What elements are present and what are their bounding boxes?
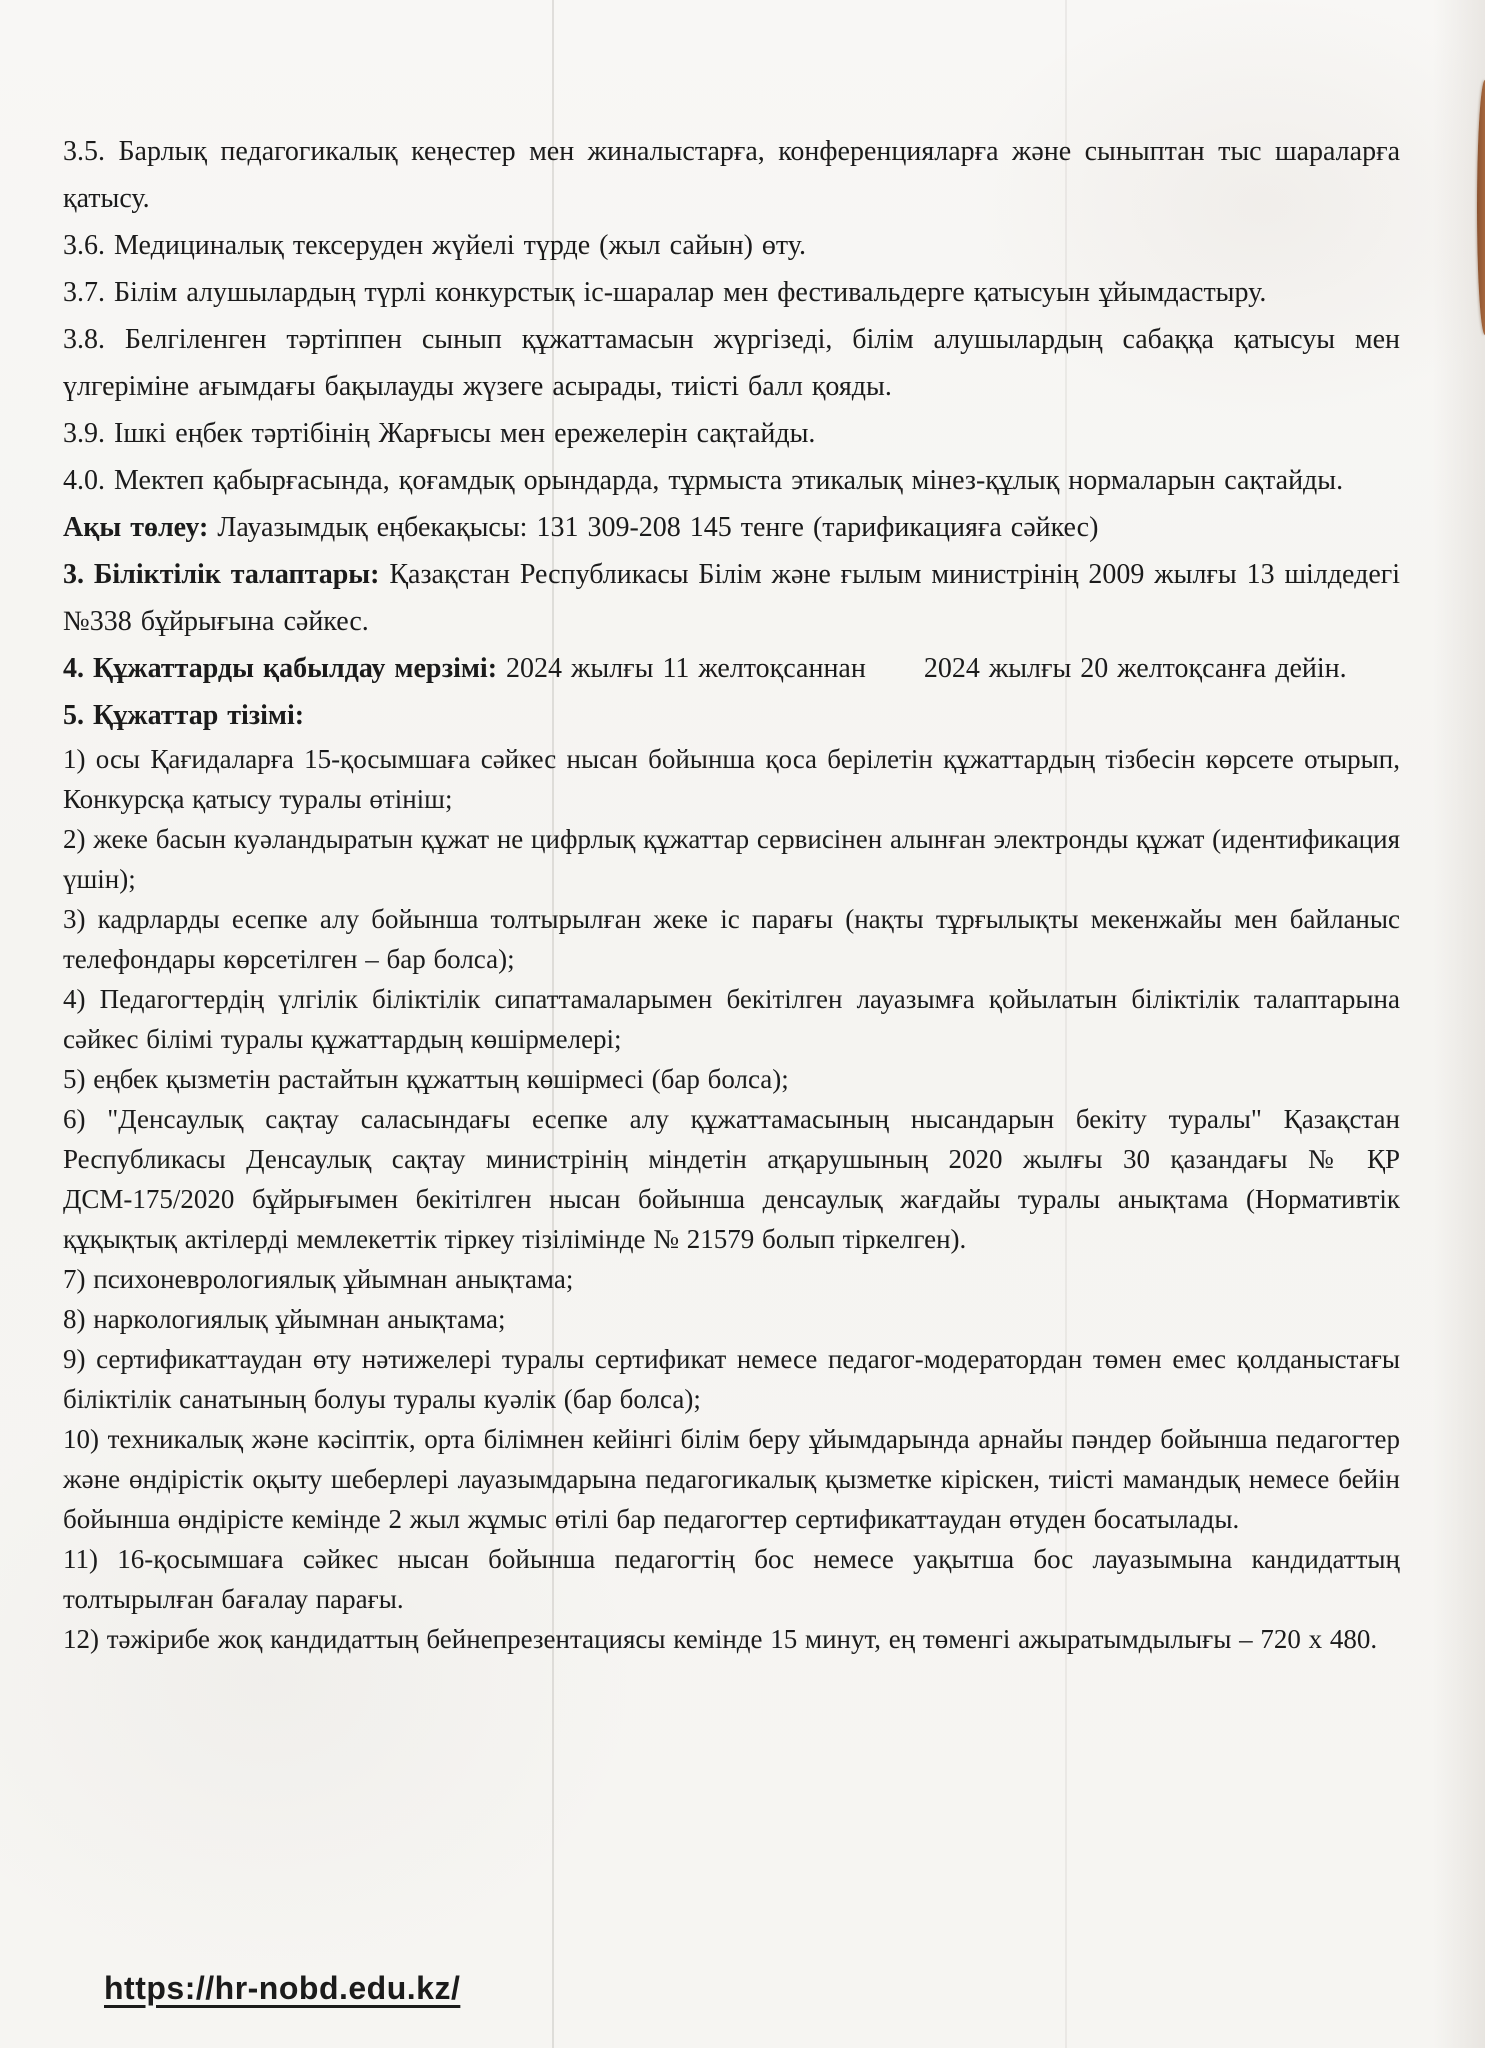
duty-item: 3.5. Барлық педагогикалық кеңестер мен жиналыстарға, конференцияларға және сыныптан тыс шараларға қатысу. [63,136,1400,214]
document-list-item: 9) сертификаттаудан өту нәтижелері туралы сертификат немесе педагог-модератордан төмен емес қолданыстағы біліктілік санатының болуы туралы куәлік (бар болса); [63,1344,1400,1414]
document-list-item: 10) техникалық және кәсіптік, орта білімнен кейінгі білім беру ұйымдарында арнайы пәндер бойынша педагогтер және өндірістік оқыту шеберлері лауазымдарына педагогикалық қызметке кіріскен, тиісті мамандық немесе бейін бойынша өндірісте кемінде 2 жыл жұмыс өтілі бар педагогтер сертификаттаудан өтуден босатылады. [63,1424,1400,1534]
document-list-item: 12) тәжірибе жоқ кандидаттың бейнепрезентациясы кемінде 15 минут, ең төменгі ажыратымдылығы – 720 x 480. [63,1624,1378,1654]
qualification-line [63,551,1400,645]
document-list-item: 2) жеке басын куәландыратын құжат не цифрлық құжаттар сервисінен алынған электронды құжат (идентификация үшін); [63,824,1400,894]
document-list-item: 5) еңбек қызметін растайтын құжаттың көшірмесі (бар болса); [63,1064,789,1094]
document-list-item: 11) 16-қосымшаға сәйкес нысан бойынша педагогтің бос немесе уақытша бос лауазымына кандидаттың толтырылған бағалау парағы. [63,1544,1400,1614]
document-list-item: 4) Педагогтердің үлгілік біліктілік сипаттамаларымен бекітілген лауазымға қойылатын біліктілік талаптарына сәйкес білімі туралы құжаттардың көшірмелері; [63,984,1400,1054]
document-body [63,128,1400,1659]
documents-list-heading: 5. Құжаттар тізімі: [63,700,305,731]
duty-item: 3.7. Білім алушылардың түрлі конкурстық іс-шаралар мен фестивальдерге қатысуын ұйымдастыру. [63,277,1267,308]
qualification-text: Қазақстан Республикасы Білім және ғылым министрінің 2009 жылғы 13 шілдедегі №338 бұйрығына сәйкес. [63,559,1401,637]
documents-list [63,739,1400,1659]
footer-url-link: https://hr-nobd.edu.kz/ [104,1970,461,2006]
deadline-label: 4. Құжаттарды қабылдау мерзімі: [63,653,498,684]
salary-text: Лауазымдық еңбекақысы: 131 309-208 145 тенге (тарификацияға сәйкес) [217,512,1099,543]
document-list-item: 3) кадрларды есепке алу бойынша толтырылған жеке іс парағы (нақты тұрғылықты мекенжайы мен байланыс телефондары көрсетілген – бар болса); [63,904,1400,974]
desk-edge [1477,80,1485,335]
salary-line [63,504,1400,551]
document-list-item: 8) наркологиялық ұйымнан анықтама; [63,1304,506,1334]
duty-item: 3.9. Ішкі еңбек тәртібінің Жарғысы мен ережелерін сақтайды. [63,418,816,449]
deadline-end: 2024 жылғы 20 желтоқсанға дейін. [923,653,1347,684]
salary-label: Ақы төлеу: [63,512,209,543]
duty-item: 4.0. Мектеп қабырғасында, қоғамдық орындарда, тұрмыста этикалық мінез-құлық нормаларын сақтайды. [63,465,1344,496]
duties-section [63,128,1400,739]
document-list-item: 1) осы Қағидаларға 15-қосымшаға сәйкес нысан бойынша қоса берілетін құжаттардың тізбесін көрсете отырып, Конкурсқа қатысу туралы өтініш; [63,744,1400,814]
duty-item: 3.6. Медициналық тексеруден жүйелі түрде (жыл сайын) өту. [63,230,806,261]
document-list-item: 6) "Денсаулық сақтау саласындағы есепке алу құжаттамасының нысандарын бекіту туралы" Қазақстан Республикасы Денсаулық сақтау министрінің міндетін атқарушының 2020 жылғы 30 қазандағы № ҚР ДСМ-175/2020 бұйрығымен бекітілген нысан бойынша денсаулық жағдайы туралы анықтама (Нормативтік құқықтық актілерді мемлекеттік тіркеу тізілімінде № 21579 болып тіркелген). [63,1104,1400,1254]
document-list-item: 7) психоневрологиялық ұйымнан анықтама; [63,1264,574,1294]
qualification-label: 3. Біліктілік талаптары: [63,559,380,590]
deadline-line [63,645,1400,692]
deadline-start: 2024 жылғы 11 желтоқсаннан [506,653,866,684]
duty-item: 3.8. Белгіленген тәртіппен сынып құжаттамасын жүргізеді, білім алушылардың сабаққа қатысуы мен үлгеріміне ағымдағы бақылауды жүзеге асырады, тиісті балл қояды. [63,324,1400,402]
